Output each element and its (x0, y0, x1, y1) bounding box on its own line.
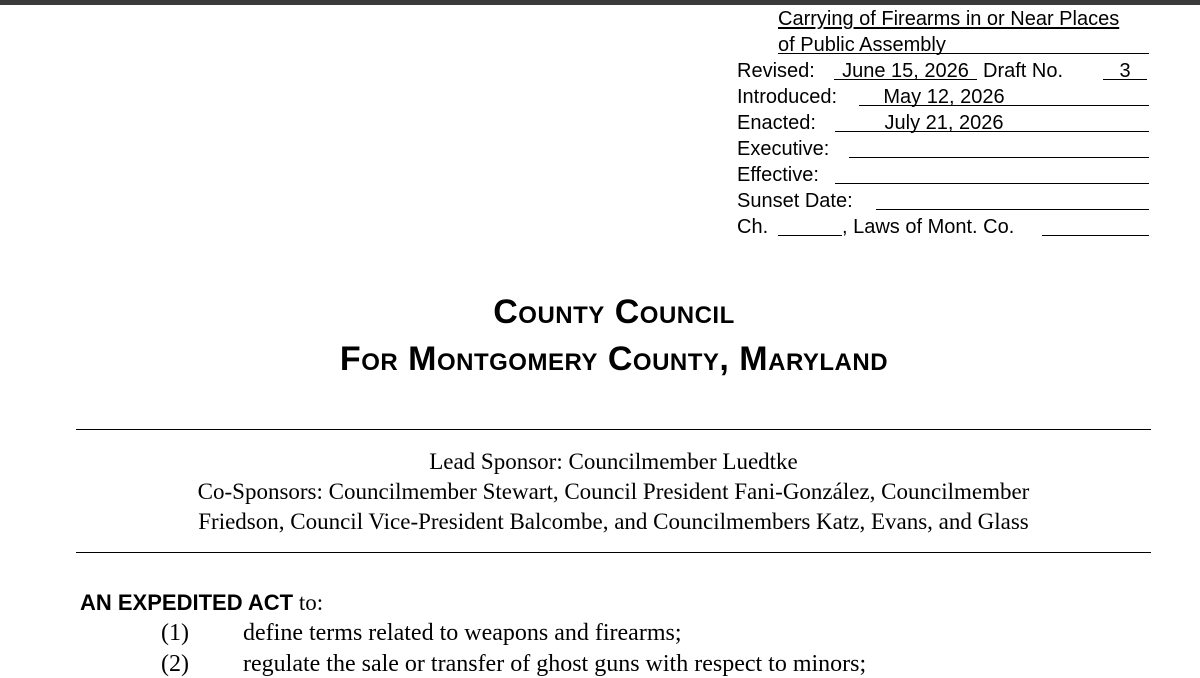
enacted-label: Enacted: (737, 112, 816, 134)
subject-line-1: Carrying of Firearms in or Near Places (778, 8, 1120, 30)
act-heading-to: to: (293, 590, 324, 615)
revised-value: June 15, 2026 (842, 60, 969, 82)
sunset-label: Sunset Date: (737, 190, 853, 212)
introduced-label: Introduced: (737, 86, 838, 108)
act-item-text: define terms related to weapons and firearms; (243, 620, 682, 646)
top-border (0, 0, 1200, 5)
act-item-number: (1) (161, 620, 189, 646)
act-heading-label: AN EXPEDITED ACT (80, 590, 294, 615)
draft-value: 3 (1119, 60, 1131, 82)
county-title: For Montgomery County, Maryland (339, 340, 889, 378)
revised-row (737, 58, 1149, 84)
co-sponsors-line-2: Friedson, Council Vice-President Balcombe, and Councilmembers Katz, Evans, and Glass (198, 509, 1029, 534)
sponsors-block (76, 447, 1151, 537)
subject-line-2: of Public Assembly (737, 32, 1149, 58)
laws-label: , Laws of Mont. Co. (842, 216, 1015, 238)
chapter-label: Ch. (737, 216, 769, 238)
act-item (161, 620, 682, 647)
introduced-value: May 12, 2026 (883, 86, 1005, 108)
act-item-text: regulate the sale or transfer of ghost guns with respect to minors; (243, 651, 867, 677)
council-title: County Council (493, 293, 735, 331)
revised-label: Revised: (737, 60, 815, 82)
executive-row (737, 136, 1149, 162)
co-sponsors-line-1: Co-Sponsors: Councilmember Stewart, Council President Fani-González, Councilmember (197, 479, 1030, 504)
act-item (161, 651, 866, 678)
top-rule (76, 429, 1151, 430)
draft-label: Draft No. (983, 60, 1064, 82)
bottom-rule (76, 552, 1151, 553)
chapter-row (737, 214, 1149, 240)
executive-label: Executive: (737, 138, 830, 160)
effective-row (737, 162, 1149, 188)
lead-sponsor: Lead Sponsor: Councilmember Luedtke (429, 449, 798, 474)
introduced-row (737, 84, 1149, 110)
effective-label: Effective: (737, 164, 819, 186)
enacted-value: July 21, 2026 (884, 112, 1004, 134)
sunset-row (737, 188, 1149, 214)
act-item-number: (2) (161, 651, 189, 677)
enacted-row (737, 110, 1149, 136)
act-heading (80, 590, 323, 616)
bill-metadata (737, 6, 1149, 240)
